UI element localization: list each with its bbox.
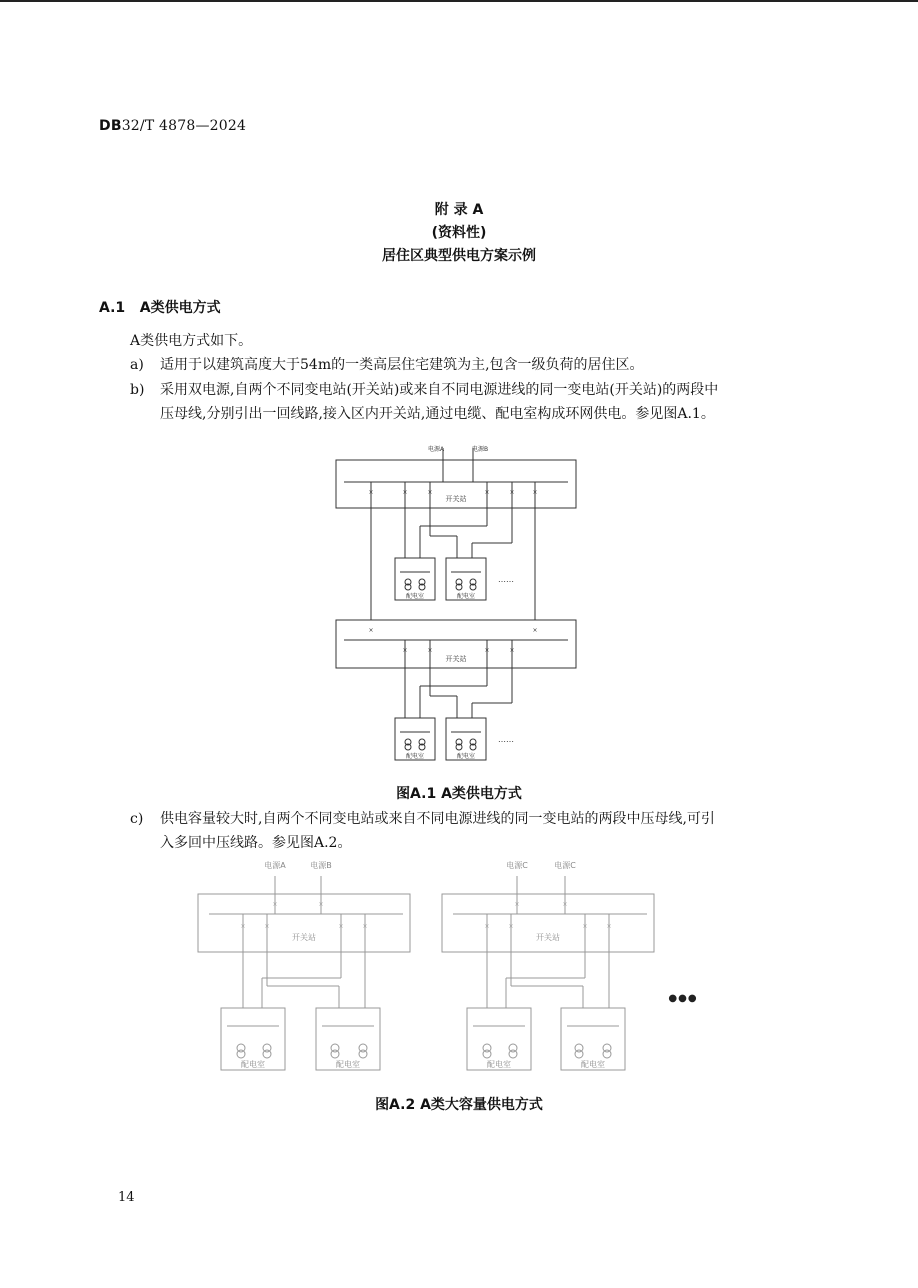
appendix-nature: (资料性) bbox=[431, 225, 487, 241]
svg-text:×: × bbox=[427, 489, 433, 496]
section-heading: A.1 A类供电方式 bbox=[99, 300, 221, 316]
svg-text:×: × bbox=[514, 901, 520, 908]
svg-text:×: × bbox=[338, 923, 344, 930]
fig1-more-1: …… bbox=[498, 575, 514, 584]
fig2-source-b-label: 电源B bbox=[310, 861, 332, 870]
appendix-title: 附 录 A bbox=[434, 202, 484, 218]
item-a-text: 适用于以建筑高度大于54m的一类高层住宅建筑为主,包含一级负荷的居住区。 bbox=[160, 357, 644, 373]
item-c-line1: 供电容量较大时,自两个不同变电站或来自不同电源进线的同一变电站的两段中压母线,可引 bbox=[160, 811, 715, 827]
fig1-room-4-label: 配电室 bbox=[456, 753, 476, 760]
svg-text:×: × bbox=[532, 489, 538, 496]
fig2-source-c1-label: 电源C bbox=[506, 861, 528, 870]
top-rule bbox=[0, 0, 918, 2]
figure-a2-caption: 图A.2 A类大容量供电方式 bbox=[375, 1097, 543, 1113]
svg-text:×: × bbox=[368, 489, 374, 496]
fig2-station-right-label: 开关站 bbox=[536, 933, 560, 942]
svg-text:×: × bbox=[402, 647, 408, 654]
svg-text:×: × bbox=[509, 489, 515, 496]
figure-a1-caption: 图A.1 A类供电方式 bbox=[396, 786, 522, 802]
svg-text:×: × bbox=[484, 923, 490, 930]
fig1-source-b-label: 电源B bbox=[471, 446, 489, 453]
fig1-station-1-label: 开关站 bbox=[445, 495, 467, 503]
intro-paragraph: A类供电方式如下。 bbox=[130, 333, 253, 349]
page-number: 14 bbox=[118, 1190, 135, 1205]
svg-text:×: × bbox=[427, 647, 433, 654]
fig1-source-a-label: 电源A bbox=[427, 446, 445, 453]
svg-text:×: × bbox=[264, 923, 270, 930]
item-a-marker: a) bbox=[130, 357, 144, 373]
svg-text:×: × bbox=[402, 489, 408, 496]
svg-text:×: × bbox=[582, 923, 588, 930]
appendix-name: 居住区典型供电方案示例 bbox=[382, 248, 536, 264]
item-b-line1: 采用双电源,自两个不同变电站(开关站)或来自不同电源进线的同一变电站(开关站)的两段中 bbox=[160, 382, 719, 398]
fig2-source-a-label: 电源A bbox=[264, 861, 286, 870]
svg-text:×: × bbox=[272, 901, 278, 908]
svg-text:×: × bbox=[484, 489, 490, 496]
svg-text:×: × bbox=[240, 923, 246, 930]
fig1-room-3-label: 配电室 bbox=[405, 753, 425, 760]
document-code: DB32/T 4878—2024 bbox=[99, 118, 247, 134]
fig2-room-4-label: 配电室 bbox=[581, 1060, 605, 1069]
item-b-marker: b) bbox=[130, 382, 145, 398]
fig2-more-dots: ●●● bbox=[668, 993, 698, 1004]
fig2-room-1-label: 配电室 bbox=[241, 1060, 265, 1069]
svg-text:×: × bbox=[509, 647, 515, 654]
item-c-marker: c) bbox=[130, 811, 144, 827]
fig2-station-left-label: 开关站 bbox=[292, 933, 316, 942]
fig2-source-c2-label: 电源C bbox=[554, 861, 576, 870]
svg-text:×: × bbox=[532, 627, 538, 634]
svg-text:×: × bbox=[318, 901, 324, 908]
item-b-line2: 压母线,分别引出一回线路,接入区内开关站,通过电缆、配电室构成环网供电。参见图A.1。 bbox=[160, 406, 715, 422]
fig2-room-2-label: 配电室 bbox=[336, 1060, 360, 1069]
figure-a1-diagram bbox=[330, 438, 590, 768]
fig1-more-2: …… bbox=[498, 735, 514, 744]
svg-text:×: × bbox=[508, 923, 514, 930]
item-c-line2: 入多回中压线路。参见图A.2。 bbox=[160, 835, 352, 851]
svg-text:×: × bbox=[368, 627, 374, 634]
svg-text:×: × bbox=[606, 923, 612, 930]
figure-a2-diagram bbox=[195, 856, 715, 1076]
svg-text:×: × bbox=[362, 923, 368, 930]
svg-text:×: × bbox=[562, 901, 568, 908]
fig1-station-2-label: 开关站 bbox=[445, 655, 467, 663]
fig1-room-2-label: 配电室 bbox=[456, 593, 476, 600]
svg-text:×: × bbox=[484, 647, 490, 654]
fig1-room-1-label: 配电室 bbox=[405, 593, 425, 600]
fig2-room-3-label: 配电室 bbox=[487, 1060, 511, 1069]
